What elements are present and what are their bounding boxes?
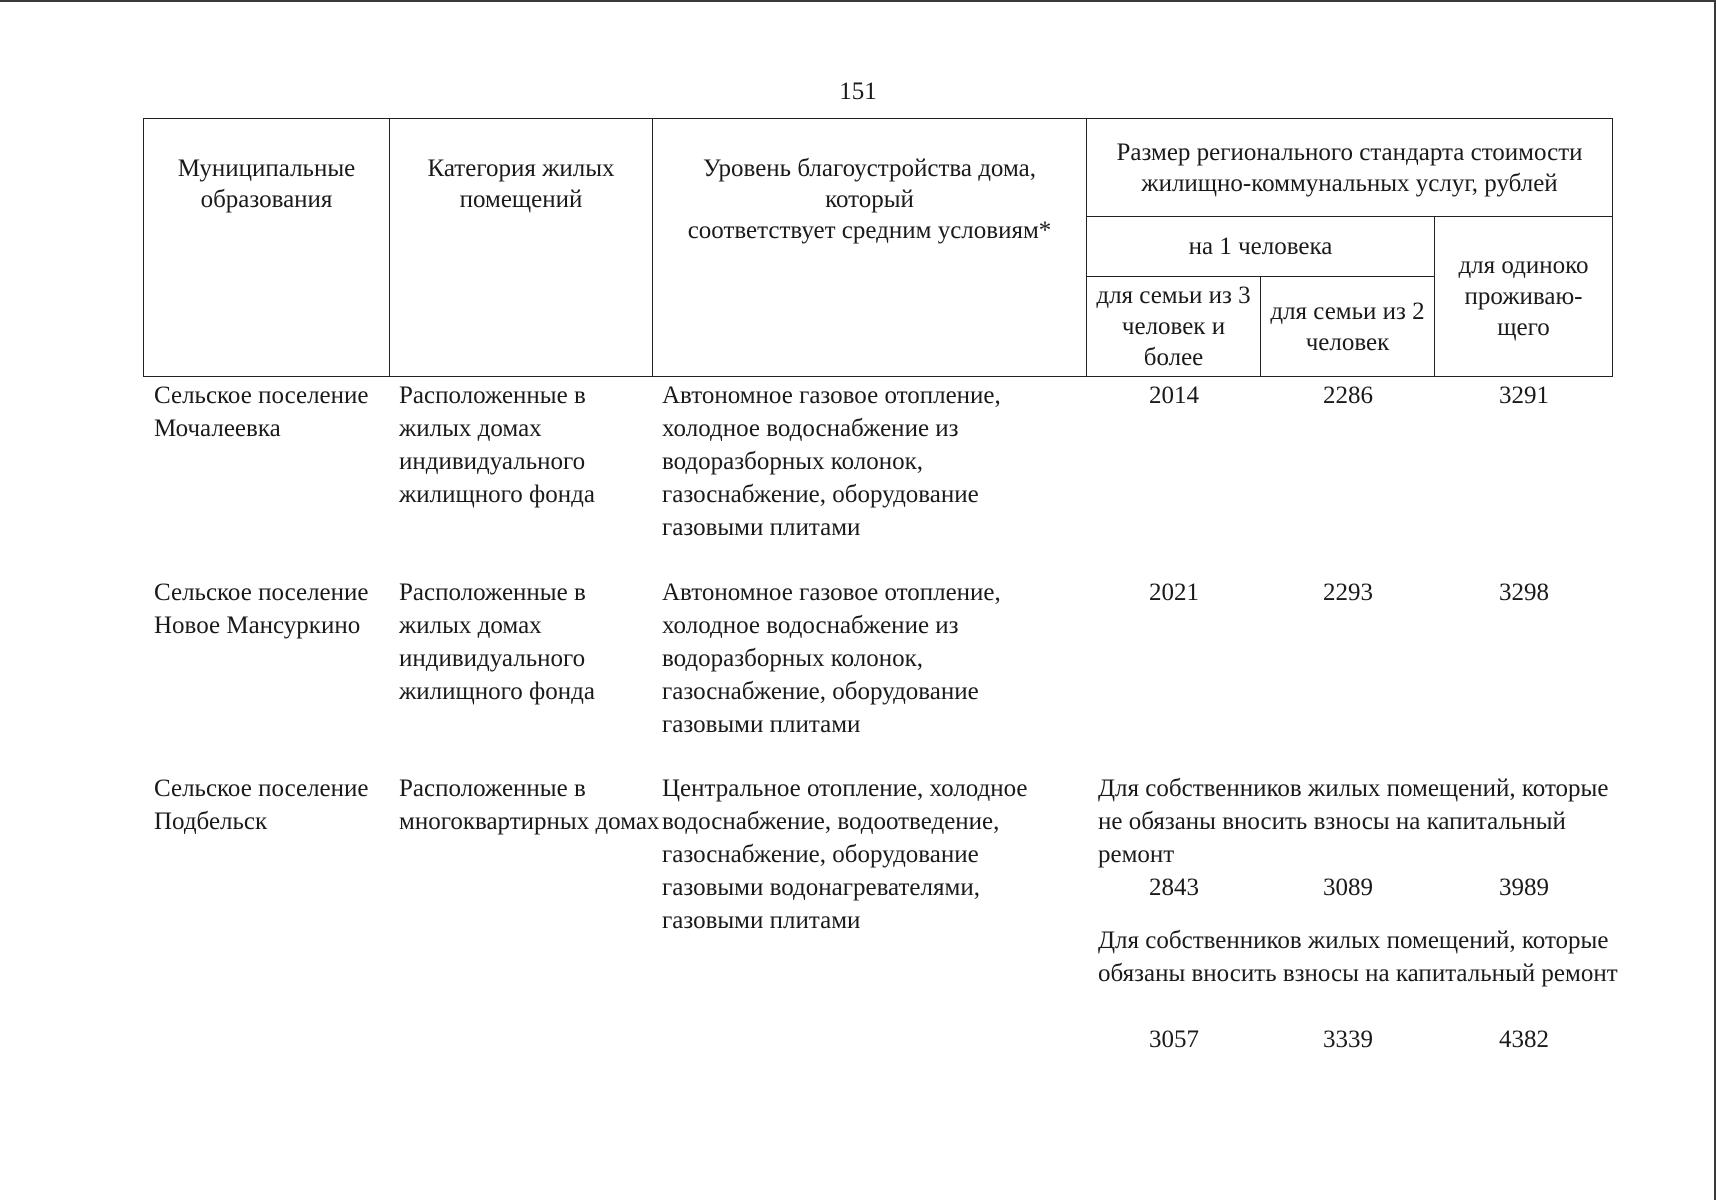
row-value-family3: 2014: [1149, 382, 1199, 409]
header-per-person: на 1 человека: [1087, 217, 1435, 277]
row-municipality: Сельское поселение Мочалеевка: [154, 382, 369, 442]
header-family2: для семьи из 2 человек: [1261, 277, 1435, 377]
header-category: Категория жилых помещений: [390, 119, 653, 377]
group-value-single: 3989: [1499, 874, 1549, 901]
row-value-single: 3298: [1499, 579, 1549, 606]
row-level: Автономное газовое отопление, холодное водоснабжение из водоразборных колонок, газоснабжение, оборудование газовыми плитами: [662, 579, 1001, 738]
header-standard: Размер регионального стандарта стоимости жилищно-коммунальных услуг, рублей: [1087, 119, 1613, 217]
group-value-single: 4382: [1499, 1026, 1549, 1053]
header-level: [653, 119, 1087, 377]
page-number: 151: [839, 78, 877, 105]
row-municipality: Сельское поселение Подбельск: [154, 775, 369, 835]
row-category: Расположенные в жилых домах индивидуального жилищного фонда: [399, 382, 595, 508]
header-level-line2: соответствует средним условиям*: [687, 217, 1052, 244]
group-value-family3: 3057: [1149, 1026, 1199, 1053]
header-family3: для семьи из 3 человек и более: [1087, 277, 1261, 377]
header-single: для одиноко проживаю-щего: [1435, 217, 1613, 377]
row-value-family2: 2293: [1323, 579, 1373, 606]
group-value-family3: 2843: [1149, 874, 1199, 901]
row-value-family3: 2021: [1149, 579, 1199, 606]
scan-edge-top: [0, 0, 1716, 2]
group-value-family2: 3339: [1323, 1026, 1373, 1053]
group-label: Для собственников жилых помещений, которые обязаны вносить взносы на капитальный ремонт: [1098, 927, 1618, 987]
row-category: Расположенные в многоквартирных домах: [399, 775, 660, 835]
group-value-family2: 3089: [1323, 874, 1373, 901]
group-label: Для собственников жилых помещений, которые не обязаны вносить взносы на капитальный ремонт: [1098, 775, 1609, 868]
owner-group-no-capital-repair: [1098, 772, 1618, 901]
table-header: [143, 118, 1613, 377]
owner-group-capital-repair: [1098, 924, 1618, 1053]
row-value-family2: 2286: [1323, 382, 1373, 409]
row-category: Расположенные в жилых домах индивидуального жилищного фонда: [399, 579, 595, 705]
header-level-line1: Уровень благоустройства дома, который: [703, 155, 1036, 213]
row-municipality: Сельское поселение Новое Мансуркино: [154, 579, 369, 639]
row-level: Центральное отопление, холодное водоснабжение, водоотведение, газоснабжение, оборудование газовыми водонагревателями, газовыми плитами: [662, 775, 1028, 934]
row-value-single: 3291: [1499, 382, 1549, 409]
row-level: Автономное газовое отопление, холодное водоснабжение из водоразборных колонок, газоснабжение, оборудование газовыми плитами: [662, 382, 1001, 541]
header-municipality: Муниципальные образования: [144, 119, 390, 377]
